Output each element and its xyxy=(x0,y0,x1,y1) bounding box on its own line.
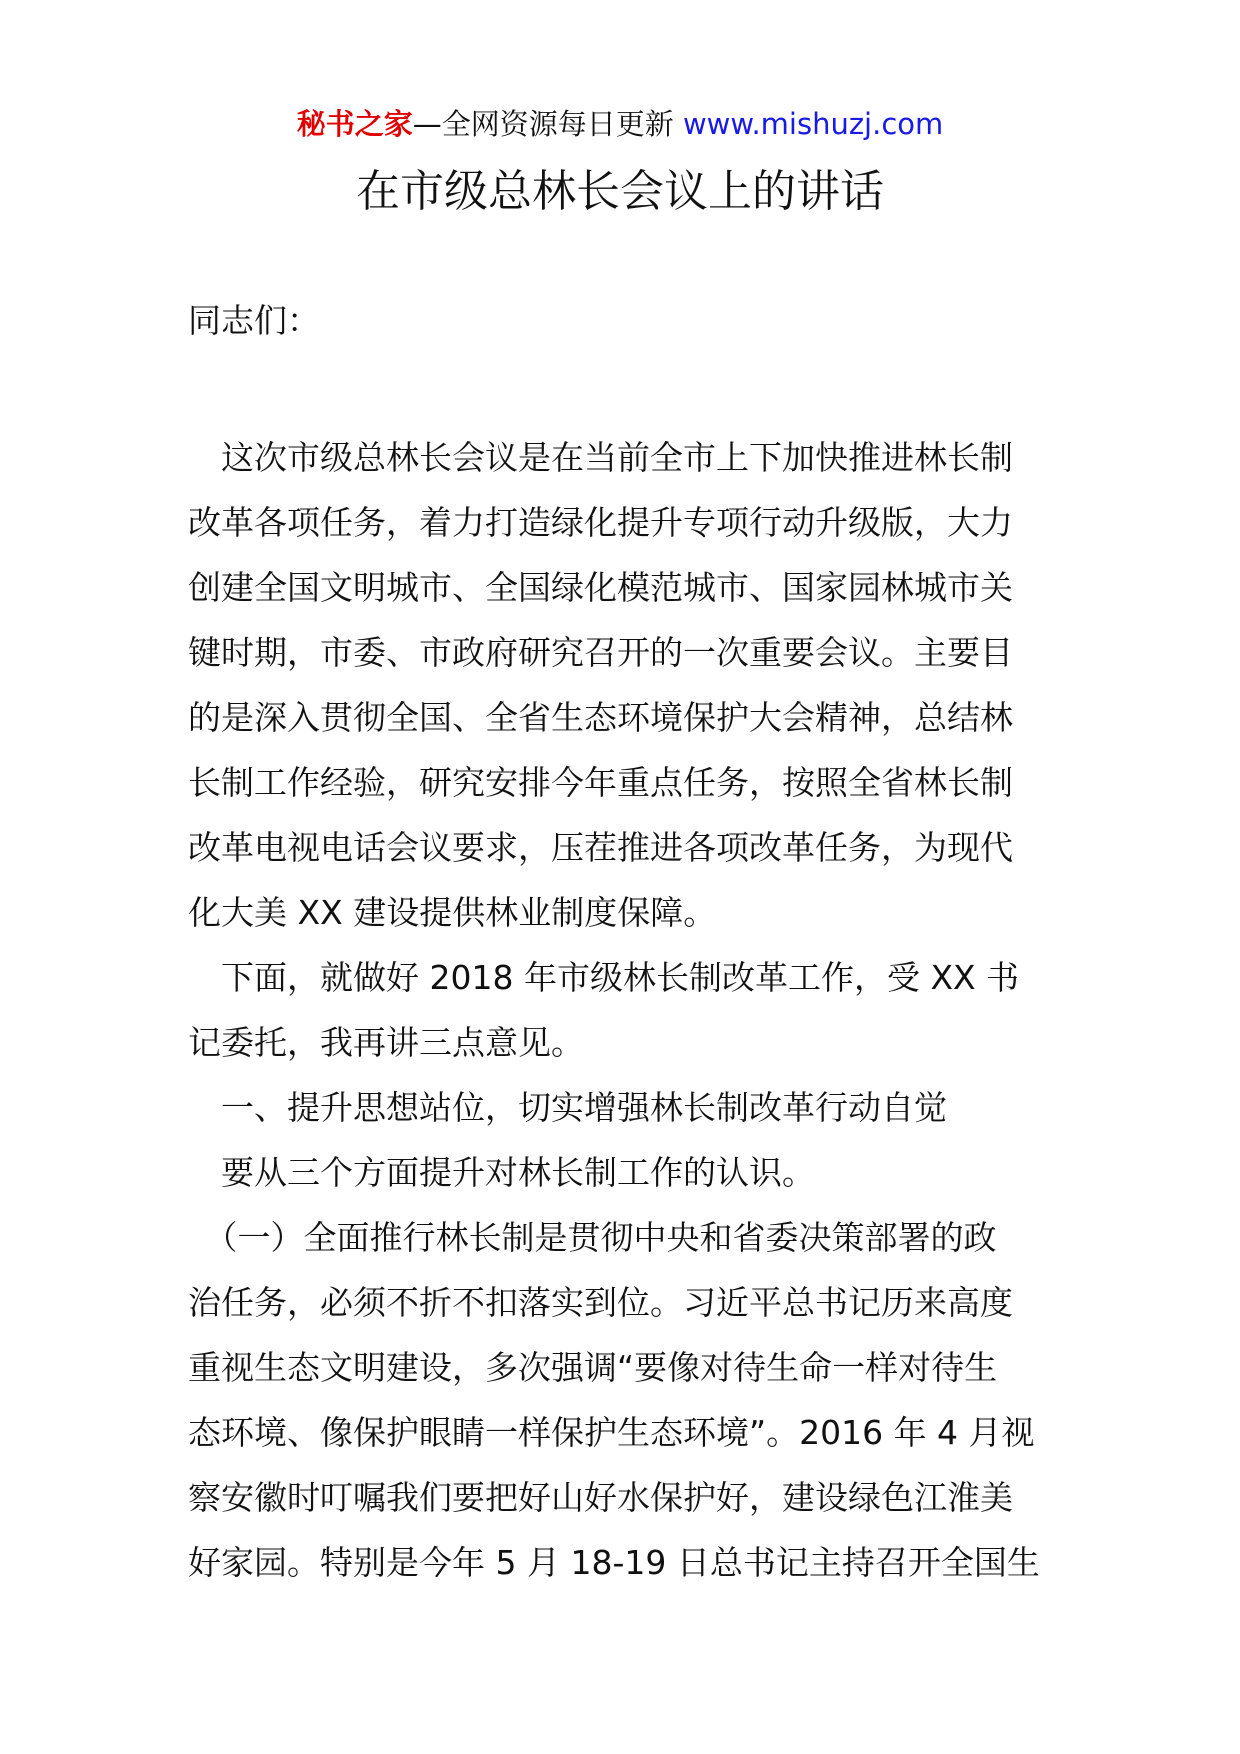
body-line: 好家园。特别是今年 5 月 18-19 日总书记主持召开全国生 xyxy=(188,1543,1040,1582)
body-line: 改革各项任务，着力打造绿化提升专项行动升级版，大力 xyxy=(188,503,1013,542)
site-header xyxy=(0,104,1240,144)
body-line: 创建全国文明城市、全国绿化模范城市、国家园林城市关 xyxy=(188,568,1013,607)
body-line: 的是深入贯彻全国、全省生态环境保护大会精神，总结林 xyxy=(188,698,1013,737)
document-body xyxy=(188,425,1058,1595)
body-line: 治任务，必须不折不扣落实到位。习近平总书记历来高度 xyxy=(188,1283,1013,1322)
site-url-link[interactable]: www.mishuzj.com xyxy=(682,107,944,141)
body-line: 键时期，市委、市政府研究召开的一次重要会议。主要目 xyxy=(188,633,1013,672)
body-line: 重视生态文明建设，多次强调“要像对待生命一样对待生 xyxy=(188,1348,998,1387)
body-line: 化大美 XX 建设提供林业制度保障。 xyxy=(188,893,717,932)
site-tagline: —全网资源每日更新 xyxy=(412,107,674,141)
body-line: 要从三个方面提升对林长制工作的认识。 xyxy=(188,1153,815,1192)
body-line: 态环境、像保护眼睛一样保护生态环境”。2016 年 4 月视 xyxy=(188,1413,1035,1452)
body-line: 下面，就做好 2018 年市级林长制改革工作，受 XX 书 xyxy=(188,958,1020,997)
body-line: 长制工作经验，研究安排今年重点任务，按照全省林长制 xyxy=(188,763,1013,802)
document-title: 在市级总林长会议上的讲话 xyxy=(356,166,884,217)
site-brand: 秘书之家 xyxy=(296,107,413,141)
body-line: 察安徽时叮嘱我们要把好山好水保护好，建设绿色江淮美 xyxy=(188,1478,1013,1517)
body-line: 改革电视电话会议要求，压茬推进各项改革任务，为现代 xyxy=(188,828,1013,867)
body-line: 记委托，我再讲三点意见。 xyxy=(188,1023,584,1062)
body-line: 这次市级总林长会议是在当前全市上下加快推进林长制 xyxy=(188,438,1013,477)
body-line: （一）全面推行林长制是贯彻中央和省委决策部署的政 xyxy=(188,1218,997,1257)
section-heading: 一、提升思想站位，切实增强林长制改革行动自觉 xyxy=(188,1088,947,1127)
salutation: 同志们： xyxy=(188,301,320,340)
